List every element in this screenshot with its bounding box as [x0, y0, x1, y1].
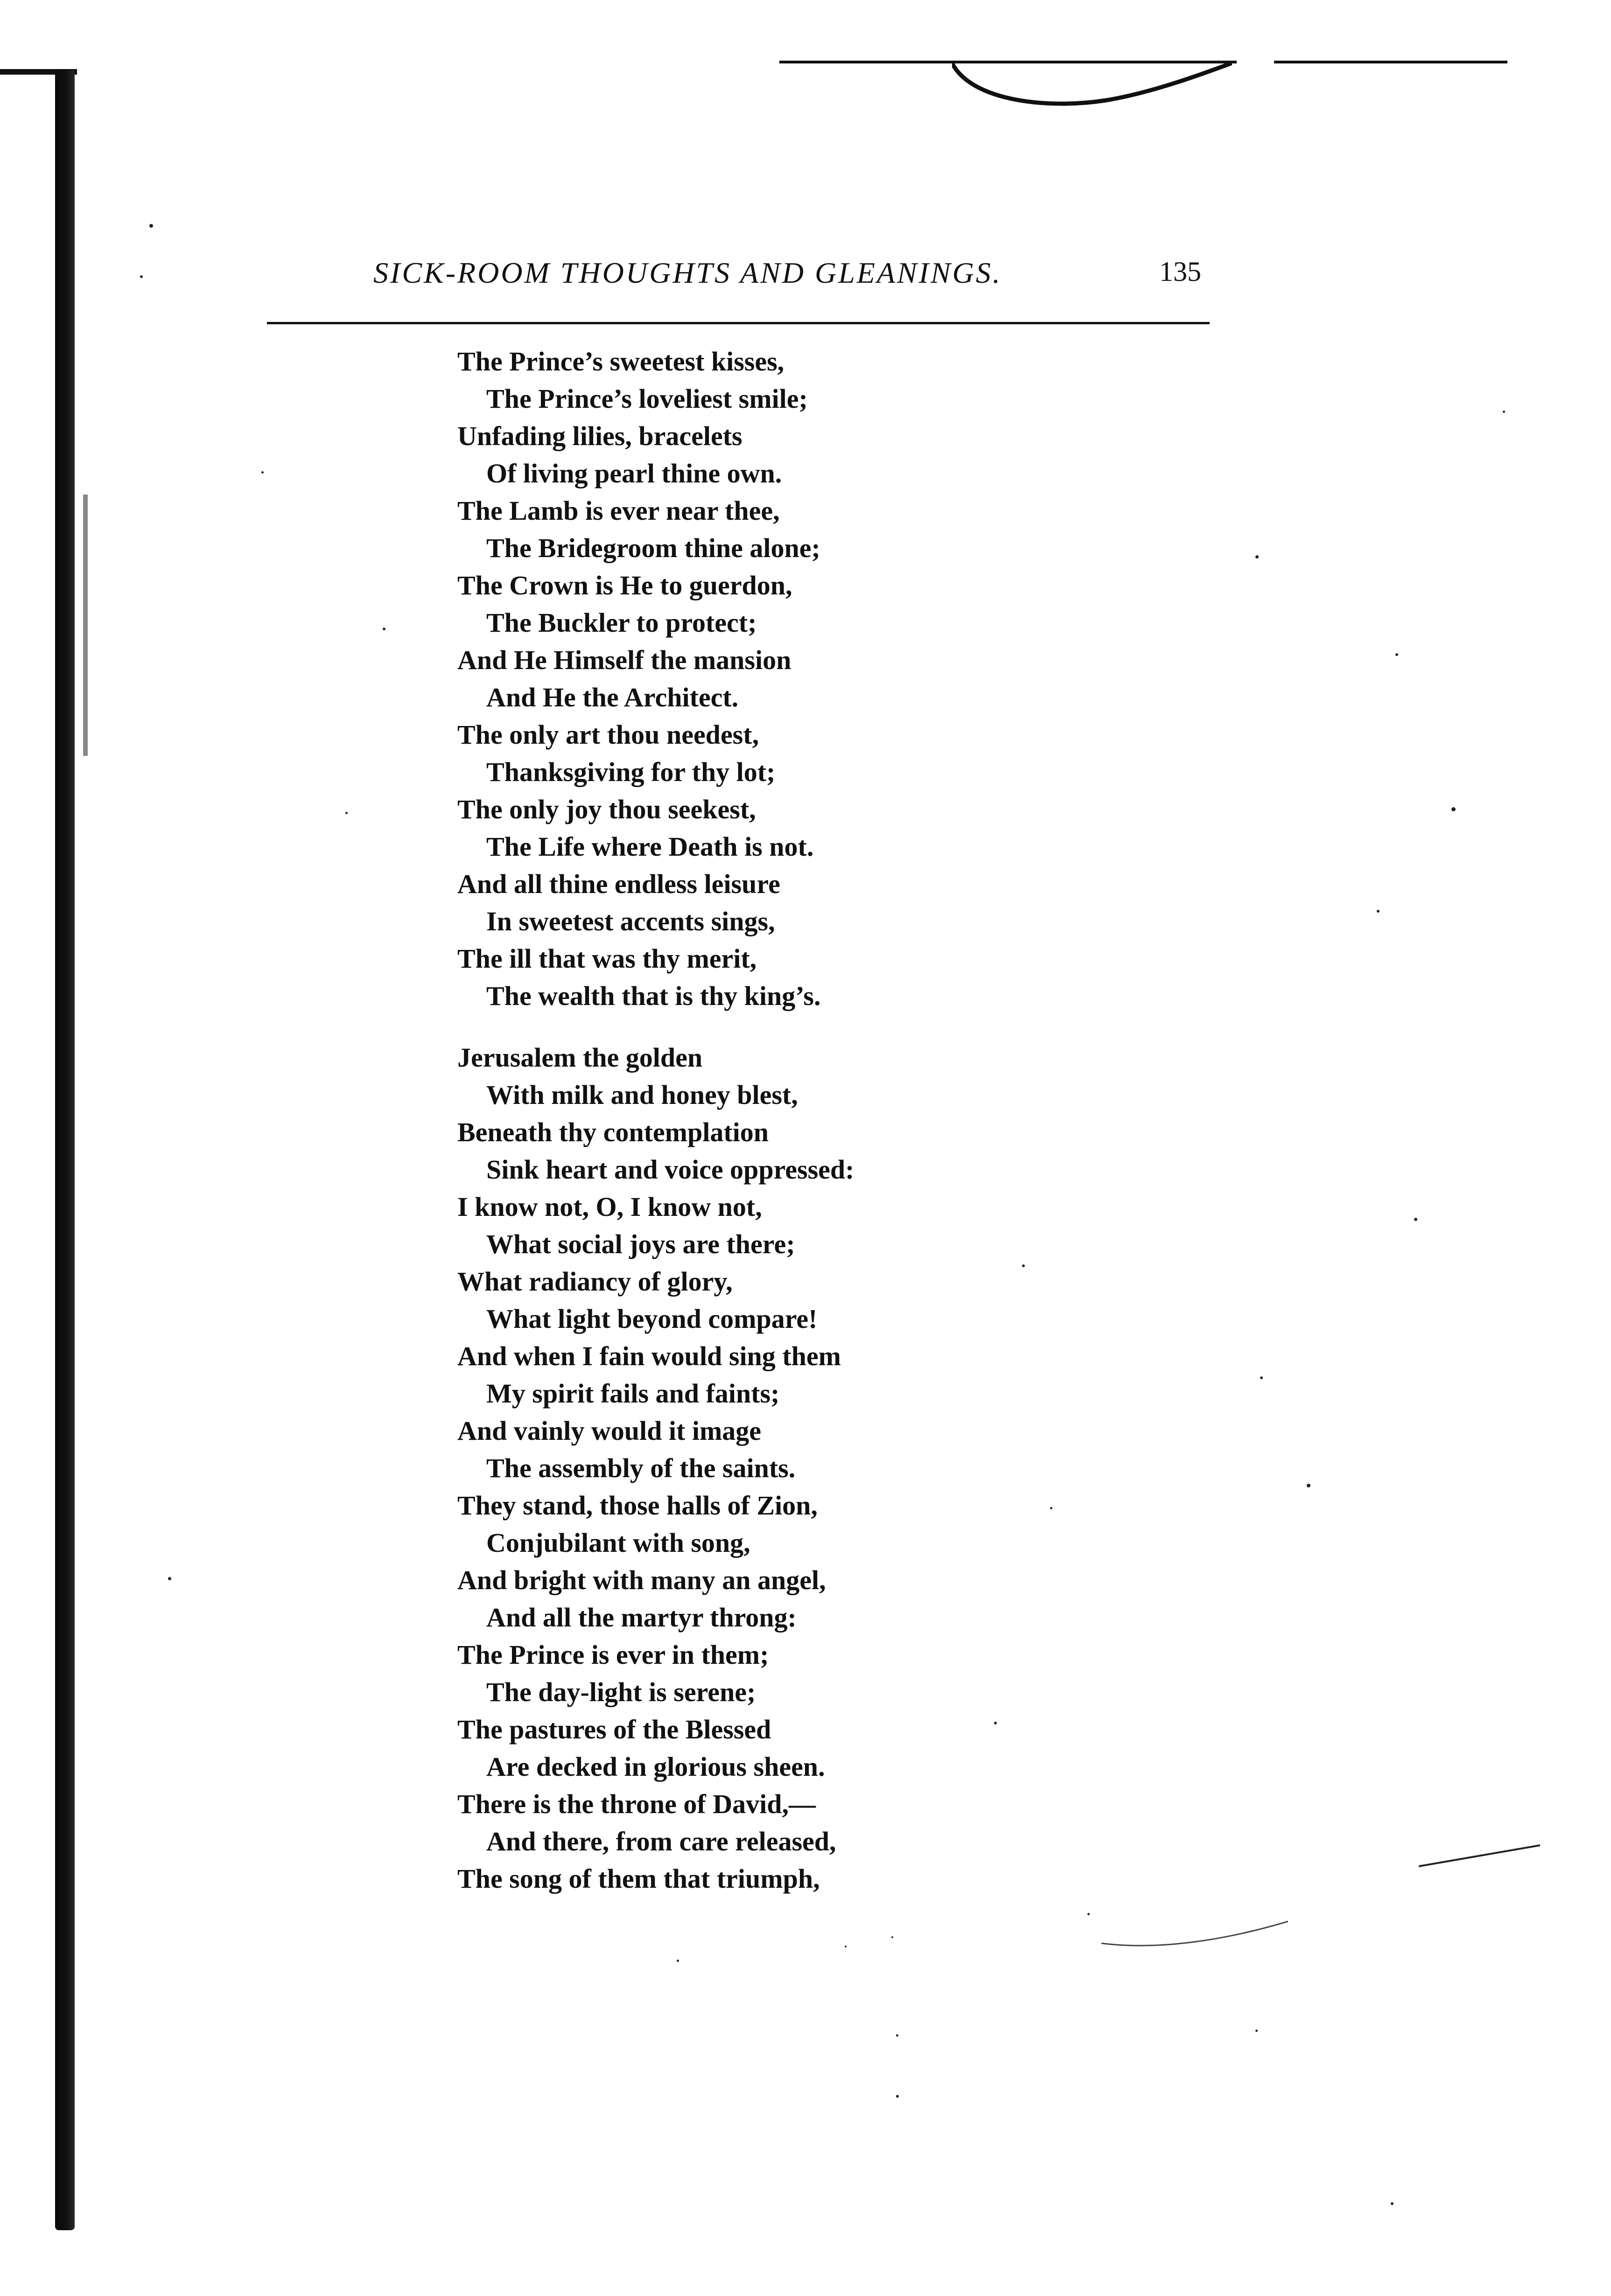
ink-loop-mark — [952, 58, 1232, 114]
poem-line: Are decked in glorious sheen. — [486, 1752, 825, 1782]
poem-line: The assembly of the saints. — [486, 1453, 796, 1483]
binding-edge — [83, 495, 88, 756]
poem-line: And He the Architect. — [486, 682, 739, 712]
paper-speck — [149, 224, 153, 228]
paper-speck — [1307, 1484, 1310, 1487]
poem-line: Conjubilant with song, — [486, 1528, 750, 1558]
poem-line: The Buckler to protect; — [486, 607, 757, 638]
poem-line: And all the martyr throng: — [486, 1602, 797, 1633]
paper-speck — [1087, 1913, 1090, 1915]
poem-line: The Bridegroom thine alone; — [486, 533, 820, 563]
poem-line: The wealth that is thy king’s. — [486, 981, 821, 1011]
poem-line: The song of them that triumph, — [457, 1863, 820, 1894]
paper-speck — [845, 1946, 847, 1947]
paper-speck — [896, 2095, 899, 2098]
poem-line: The Crown is He to guerdon, — [457, 570, 792, 600]
margin-pen-stroke-lower — [1101, 1918, 1288, 1955]
paper-speck — [383, 628, 385, 630]
paper-speck — [1050, 1507, 1052, 1509]
paper-speck — [677, 1960, 679, 1962]
poem-line: The only joy thou seekest, — [457, 794, 756, 824]
paper-speck — [1451, 807, 1456, 811]
header-rule — [267, 322, 1210, 324]
paper-speck — [994, 1722, 997, 1724]
poem-stanza — [457, 343, 1251, 1015]
paper-speck — [1503, 411, 1505, 413]
poem-line: The pastures of the Blessed — [457, 1714, 771, 1745]
poem-line: With milk and honey blest, — [486, 1080, 798, 1110]
poem-line: The ill that was thy merit, — [457, 943, 757, 974]
poem-line: The Life where Death is not. — [486, 831, 814, 862]
poem-line: Unfading lilies, bracelets — [457, 421, 742, 451]
poem-line: There is the throne of David,— — [457, 1789, 816, 1819]
torn-top-edge-right — [1274, 61, 1507, 63]
poem-line: The Prince is ever in them; — [457, 1640, 769, 1670]
poem-line: Jerusalem the golden — [457, 1042, 703, 1073]
poem-line: And there, from care released, — [486, 1826, 836, 1856]
poem-body — [457, 343, 1251, 1898]
poem-line: My spirit fails and faints; — [486, 1378, 780, 1409]
poem-line: And when I fain would sing them — [457, 1341, 841, 1371]
paper-speck — [1260, 1376, 1263, 1379]
poem-line: What radiancy of glory, — [457, 1266, 733, 1297]
paper-speck — [1391, 2202, 1394, 2205]
poem-line: What social joys are there; — [486, 1229, 795, 1259]
paper-speck — [345, 812, 348, 814]
poem-line: The day-light is serene; — [486, 1677, 756, 1707]
paper-speck — [1377, 910, 1380, 913]
page-number: 135 — [1159, 256, 1201, 287]
paper-speck — [1395, 653, 1398, 656]
paper-speck — [891, 1936, 893, 1938]
poem-line: The Lamb is ever near thee, — [457, 495, 780, 526]
poem-line: I know not, O, I know not, — [457, 1192, 762, 1222]
paper-speck — [168, 1577, 171, 1580]
poem-line: Sink heart and voice oppressed: — [486, 1154, 855, 1185]
poem-line: Of living pearl thine own. — [486, 458, 782, 489]
paper-speck — [1255, 2030, 1258, 2032]
poem-line: And all thine endless leisure — [457, 869, 780, 899]
poem-line: What light beyond compare! — [486, 1304, 818, 1334]
paper-speck — [896, 2034, 898, 2037]
poem-line: The Prince’s sweetest kisses, — [457, 346, 784, 377]
poem-line: And He Himself the mansion — [457, 645, 791, 675]
poem-line: They stand, those halls of Zion, — [457, 1490, 818, 1521]
poem-line: The Prince’s loveliest smile; — [486, 384, 808, 414]
paper-speck — [1022, 1264, 1025, 1267]
poem-line: The only art thou needest, — [457, 719, 759, 750]
margin-pen-stroke — [1419, 1843, 1540, 1871]
paper-speck — [1255, 555, 1259, 558]
poem-line: Beneath thy contemplation — [457, 1117, 769, 1147]
binding-shadow — [55, 70, 75, 2230]
poem-stanza — [457, 1039, 1251, 1898]
poem-line: In sweetest accents sings, — [486, 906, 775, 936]
poem-line: And vainly would it image — [457, 1416, 761, 1446]
paper-speck — [261, 471, 264, 474]
poem-line: And bright with many an angel, — [457, 1565, 826, 1595]
poem-line: Thanksgiving for thy lot; — [486, 757, 776, 787]
running-title: SICK-ROOM THOUGHTS AND GLEANINGS. — [373, 256, 1002, 289]
paper-speck — [1414, 1218, 1417, 1221]
paper-speck — [140, 275, 143, 278]
